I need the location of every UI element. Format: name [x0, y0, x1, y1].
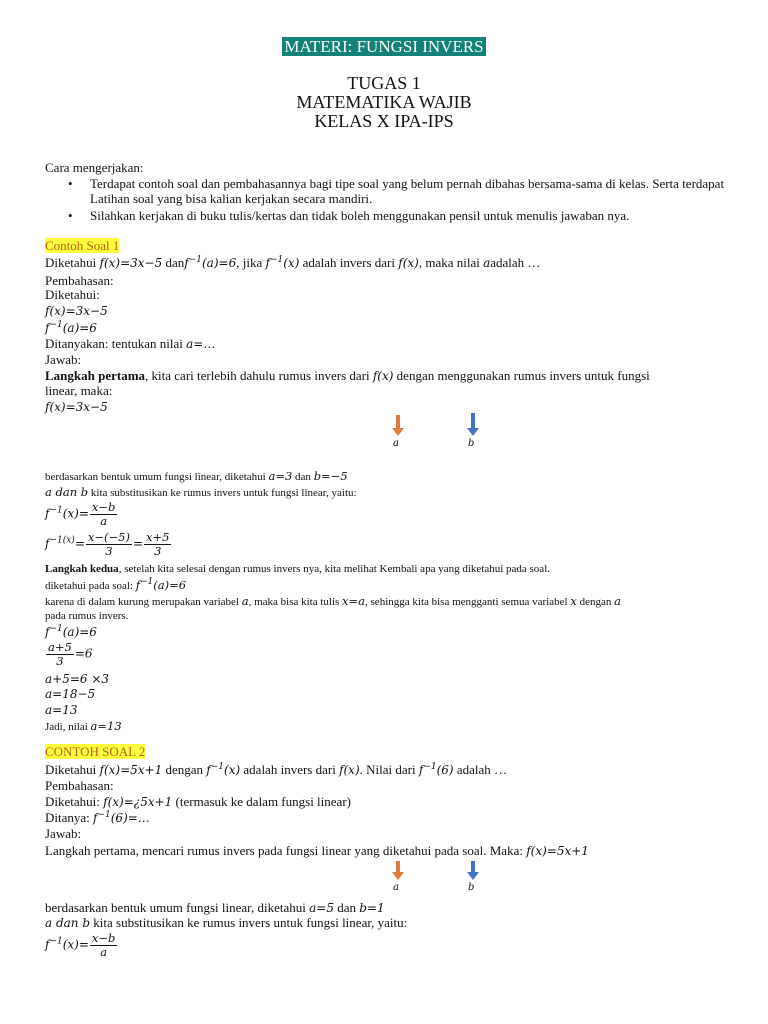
- denominator: a: [100, 945, 108, 959]
- math-expression: f: [45, 321, 50, 335]
- superscript: −1: [49, 505, 63, 516]
- text: pada rumus invers.: [45, 610, 129, 622]
- math-expression: a=3: [268, 469, 293, 483]
- arrow-label-a: a: [393, 438, 399, 449]
- text: dan: [162, 255, 185, 270]
- document-line: [45, 593, 621, 610]
- heading-tugas: TUGAS 1: [347, 73, 421, 93]
- text: adalah invers dari: [299, 255, 399, 270]
- instruction-item: Terdapat contoh soal dan pembahasannya bagi tipe soal yang belum pernah dibahas bersama-sama di kelas. Serta terdapat Latihan soal yang bisa kalian kerjakan secara mandiri.: [90, 176, 725, 206]
- text: , sehingga kita bisa mengganti semua variabel: [365, 596, 571, 608]
- section-heading: [45, 238, 119, 254]
- text: Diketahui: [45, 255, 100, 270]
- text: dengan: [576, 596, 615, 608]
- materi-title: [0, 37, 768, 58]
- arrow-label-b: b: [468, 438, 475, 449]
- math-expression: =6: [74, 646, 93, 661]
- math-expression: a dan b: [45, 916, 91, 930]
- math-expression: b=1: [359, 901, 385, 915]
- text: dengan menggunakan rumus invers untuk fungsi: [393, 368, 650, 383]
- math-expression: f(x)=3x−5: [99, 256, 163, 270]
- text: , setelah kita selesai dengan rumus invers nya, kita melihat Kembali apa yang diketahui pada soal.: [118, 563, 550, 575]
- math-expression: (x): [283, 256, 300, 270]
- text: adalah …: [490, 255, 541, 270]
- instructions-label: Cara mengerjakan:: [45, 160, 144, 175]
- text: (termasuk ke dalam fungsi linear): [172, 794, 351, 809]
- denominator: 3: [105, 544, 113, 558]
- document-line: [45, 671, 109, 687]
- fraction: [86, 531, 132, 558]
- text: Diketahui: [45, 762, 100, 777]
- math-expression: f(x)=3x−5: [45, 400, 108, 414]
- heading-class: KELAS X IPA-IPS: [314, 111, 454, 131]
- document-line: [45, 399, 108, 415]
- highlighted-heading: CONTOH SOAL 2: [45, 744, 146, 759]
- superscript: −1: [97, 810, 111, 820]
- math-expression: (x)=: [62, 506, 89, 521]
- document-line: [45, 900, 385, 916]
- highlighted-heading: Contoh Soal 1: [45, 238, 120, 253]
- denominator: 3: [56, 654, 64, 668]
- math-expression: (a)=6: [153, 578, 187, 592]
- instruction-item: Silahkan kerjakan di buku tulis/kertas dan tidak boleh menggunakan pensil untuk menulis jawaban nya.: [90, 208, 630, 223]
- fraction: [46, 641, 74, 668]
- document-line: [45, 303, 108, 319]
- superscript: −1: [423, 762, 437, 772]
- arrow-label-b: b: [468, 882, 475, 893]
- numerator: x−(−5): [87, 530, 130, 544]
- document-line: [45, 810, 150, 826]
- math-expression: f: [45, 536, 50, 551]
- text: berdasarkan bentuk umum fungsi linear, diketahui: [45, 900, 310, 915]
- superscript: −1(x): [49, 535, 75, 546]
- math-expression: f(x)=3x−5: [45, 304, 108, 318]
- math-expression: x=a: [342, 594, 366, 608]
- math-expression: =: [74, 536, 85, 551]
- text: kita substitusikan ke rumus invers untuk fungsi linear, yaitu:: [88, 487, 357, 499]
- numerator: x+5: [146, 530, 170, 544]
- document-line: [45, 915, 407, 931]
- document-line: [45, 843, 589, 859]
- document-line: [45, 778, 114, 794]
- document-line: [45, 686, 95, 702]
- math-expression: (a)=6: [202, 256, 237, 270]
- math-expression: f(x): [372, 369, 394, 383]
- heading-subject: MATEMATIKA WAJIB: [296, 92, 472, 112]
- superscript: −1: [49, 320, 63, 330]
- arrow-down-icon: [471, 413, 475, 429]
- arrow-down-icon: [396, 861, 400, 873]
- document-line: [45, 932, 118, 959]
- superscript: −1: [269, 255, 284, 265]
- superscript: −1: [49, 936, 63, 947]
- document-line: [45, 336, 215, 352]
- text: karena di dalam kurung merupakan variabel: [45, 596, 242, 608]
- math-expression: f(x)=¿5x+1: [103, 795, 173, 809]
- math-expression: a: [614, 594, 621, 608]
- fraction: [90, 501, 117, 528]
- text: Ditanya:: [45, 810, 94, 825]
- document-line: [45, 368, 650, 384]
- fraction: [90, 932, 117, 959]
- math-expression: f(x)=5x+1: [526, 844, 589, 858]
- math-expression: f: [45, 625, 50, 639]
- math-expression: a+5=6 ×3: [45, 672, 110, 686]
- text: Diketahui:: [45, 287, 100, 302]
- document-line: [45, 826, 81, 842]
- numerator: x−b: [91, 500, 116, 514]
- math-expression: f: [135, 578, 140, 592]
- math-expression: (6): [436, 763, 454, 777]
- math-expression: f: [265, 256, 270, 270]
- math-expression: f: [93, 811, 98, 825]
- document-line: [45, 702, 77, 718]
- document-line: [45, 383, 112, 399]
- math-expression: f: [45, 937, 50, 952]
- math-expression: f: [184, 256, 189, 270]
- document-line: [45, 468, 348, 485]
- numerator: a+5: [48, 640, 72, 654]
- math-expression: f(x)=5x+1: [99, 763, 163, 777]
- document-line: [45, 501, 118, 528]
- document-line: [45, 718, 122, 735]
- text: diketahui pada soal:: [45, 580, 136, 592]
- math-expression: a dan b: [45, 485, 89, 499]
- text: Diketahui:: [45, 794, 104, 809]
- bold-text: Langkah pertama: [45, 368, 146, 383]
- bullet-icon: •: [68, 208, 73, 223]
- numerator: x−b: [91, 931, 116, 945]
- text: Jawab:: [45, 352, 82, 367]
- superscript: −1: [140, 577, 154, 587]
- math-expression: f: [45, 506, 50, 521]
- text: , kita cari terlebih dahulu rumus invers dari: [145, 368, 373, 383]
- math-expression: (x): [224, 763, 241, 777]
- document-line: [45, 484, 357, 501]
- denominator: 3: [154, 544, 162, 558]
- text: , maka bisa kita tulis: [248, 596, 343, 608]
- text: linear, maka:: [45, 383, 113, 398]
- bold-text: Langkah kedua: [45, 563, 119, 575]
- document-line: [45, 641, 93, 668]
- document-line: [45, 577, 186, 594]
- text: adalah …: [453, 762, 508, 777]
- document-line: [45, 561, 550, 577]
- arrow-down-icon: [471, 861, 475, 873]
- math-expression: b=−5: [313, 469, 348, 483]
- document-line: [45, 608, 128, 624]
- math-expression: f(x): [398, 256, 419, 270]
- math-expression: f: [418, 763, 424, 777]
- math-expression: =: [132, 536, 143, 551]
- math-expression: (a)=6: [62, 625, 97, 639]
- text: Langkah pertama, mencari rumus invers pada fungsi linear yang diketahui pada soal. Maka:: [45, 843, 527, 858]
- math-expression: a: [241, 594, 249, 608]
- text: dan: [292, 471, 314, 483]
- document-line: [45, 352, 81, 368]
- arrow-label-a: a: [393, 882, 399, 893]
- superscript: −1: [49, 624, 63, 634]
- math-expression: a: [483, 256, 491, 270]
- text: Pembahasan:: [45, 273, 114, 288]
- text: dan: [333, 900, 360, 915]
- document-line: [45, 287, 100, 303]
- fraction: [144, 531, 171, 558]
- text: Pembahasan:: [45, 778, 114, 793]
- math-expression: (x)=: [62, 937, 89, 952]
- math-expression: f(x): [339, 763, 360, 777]
- math-expression: x: [570, 594, 577, 608]
- materi-title-text: MATERI: FUNGSI INVERS: [284, 37, 484, 56]
- section-heading: [45, 744, 145, 760]
- text: kita substitusikan ke rumus invers untuk fungsi linear, yaitu:: [90, 915, 408, 930]
- text: , maka nilai: [418, 255, 484, 270]
- math-expression: (a)=6: [62, 321, 97, 335]
- math-expression: f: [206, 763, 211, 777]
- text: , jika: [236, 255, 266, 270]
- document-line: [45, 531, 172, 558]
- math-expression: a=18−5: [45, 687, 96, 701]
- superscript: −1: [188, 255, 202, 265]
- text: . Nilai dari: [359, 762, 419, 777]
- math-expression: a=13: [90, 719, 122, 733]
- text: Jadi, nilai: [45, 721, 91, 733]
- document-line: [45, 255, 540, 271]
- text: Jawab:: [45, 826, 82, 841]
- document-line: [45, 762, 507, 778]
- math-expression: a=5: [309, 901, 334, 915]
- document-line: [45, 794, 351, 810]
- document-line: [45, 624, 97, 640]
- text: Ditanyakan: tentukan nilai: [45, 336, 187, 351]
- text: dengan: [162, 762, 207, 777]
- math-expression: a=…: [186, 337, 216, 351]
- superscript: −1: [210, 762, 225, 772]
- math-expression: a=13: [45, 703, 78, 717]
- document-line: [45, 320, 97, 336]
- math-expression: (6)=…: [110, 811, 150, 825]
- arrow-down-icon: [396, 415, 400, 429]
- denominator: a: [100, 514, 108, 528]
- text: adalah invers dari: [240, 762, 340, 777]
- bullet-icon: •: [68, 176, 73, 191]
- text: berdasarkan bentuk umum fungsi linear, diketahui: [45, 471, 269, 483]
